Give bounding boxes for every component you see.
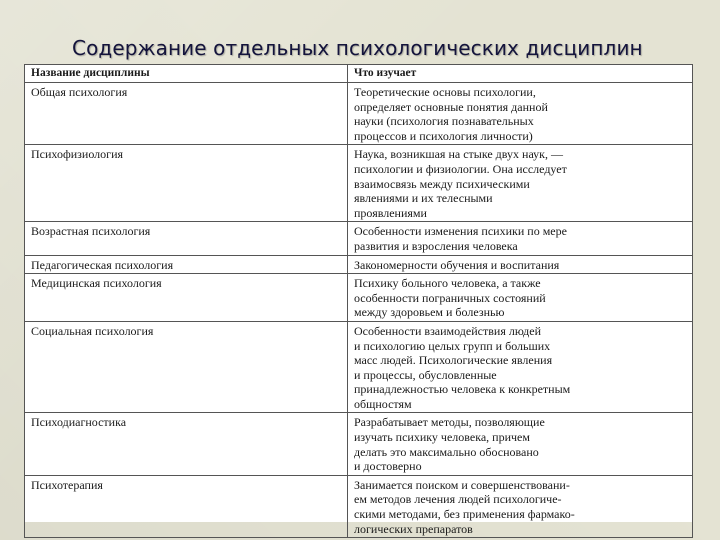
table-row xyxy=(25,145,693,222)
discipline-name-cell: Медицинская психология xyxy=(25,274,348,322)
description-line: скими методами, без применения фармако- xyxy=(354,507,575,522)
discipline-name-cell: Возрастная психология xyxy=(25,222,348,255)
discipline-description-cell xyxy=(348,274,693,322)
description-line: Закономерности обучения и воспитания xyxy=(354,257,560,272)
table-row xyxy=(25,83,693,145)
description-line: Разрабатывает методы, позволяющие xyxy=(354,415,545,430)
description-line: науки (психология познавательных xyxy=(354,114,534,129)
description-line: Наука, возникшая на стыке двух наук, — xyxy=(354,147,564,162)
header-discipline-name: Название дисциплины xyxy=(25,65,348,83)
description-line: между здоровьем и болезнью xyxy=(354,305,505,320)
description-line: развития и взросления человека xyxy=(354,238,518,253)
description-line: взаимосвязь между психическими xyxy=(354,176,530,191)
description-line: Особенности взаимодействия людей xyxy=(354,323,542,338)
description-line: определяет основные понятия данной xyxy=(354,99,548,114)
discipline-description-cell xyxy=(348,475,693,537)
discipline-description-cell xyxy=(348,413,693,475)
table-row xyxy=(25,475,693,537)
description-line: и достоверно xyxy=(354,459,422,474)
table-row xyxy=(25,222,693,255)
description-line: Теоретические основы психологии, xyxy=(354,85,536,99)
disciplines-table-container xyxy=(24,64,692,536)
discipline-name-cell: Психотерапия xyxy=(25,475,348,537)
discipline-description-cell xyxy=(348,255,693,274)
description-line: особенности пограничных состояний xyxy=(354,290,546,305)
description-line: явлениями и их телесными xyxy=(354,191,493,206)
table-row xyxy=(25,321,693,413)
description-line: общностям xyxy=(354,396,412,411)
discipline-name-cell: Педагогическая психология xyxy=(25,255,348,274)
description-line: логических препаратов xyxy=(354,521,473,536)
description-line: процессов и психология личности) xyxy=(354,128,533,143)
discipline-description-cell xyxy=(348,83,693,145)
description-line: Психику больного человека, а также xyxy=(354,276,541,291)
description-line: и процессы, обусловленные xyxy=(354,367,497,382)
slide-title: Содержание отдельных психологических дисциплин xyxy=(72,36,643,60)
description-line: Особенности изменения психики по мере xyxy=(354,224,567,239)
discipline-name-cell: Общая психология xyxy=(25,83,348,145)
description-line: Занимается поиском и совершенствовани- xyxy=(354,477,570,492)
discipline-name-cell: Психофизиология xyxy=(25,145,348,222)
description-line: ем методов лечения людей психологиче- xyxy=(354,492,562,507)
description-line: делать это максимально обосновано xyxy=(354,444,539,459)
discipline-description-cell xyxy=(348,321,693,413)
description-line: принадлежностью человека к конкретным xyxy=(354,382,571,397)
disciplines-table xyxy=(24,64,693,538)
description-line: психологии и физиологии. Она исследует xyxy=(354,161,567,176)
description-line: и психологию целых групп и больших xyxy=(354,338,551,353)
discipline-name-cell: Социальная психология xyxy=(25,321,348,413)
discipline-description-cell xyxy=(348,222,693,255)
table-row xyxy=(25,274,693,322)
table-row xyxy=(25,255,693,274)
table-header-row xyxy=(25,65,693,83)
header-what-it-studies: Что изучает xyxy=(348,65,693,83)
description-line: масс людей. Психологические явления xyxy=(354,353,553,368)
table-row xyxy=(25,413,693,475)
description-line: изучать психику человека, причем xyxy=(354,430,530,445)
discipline-name-cell: Психодиагностика xyxy=(25,413,348,475)
description-line: проявлениями xyxy=(354,205,427,220)
discipline-description-cell xyxy=(348,145,693,222)
